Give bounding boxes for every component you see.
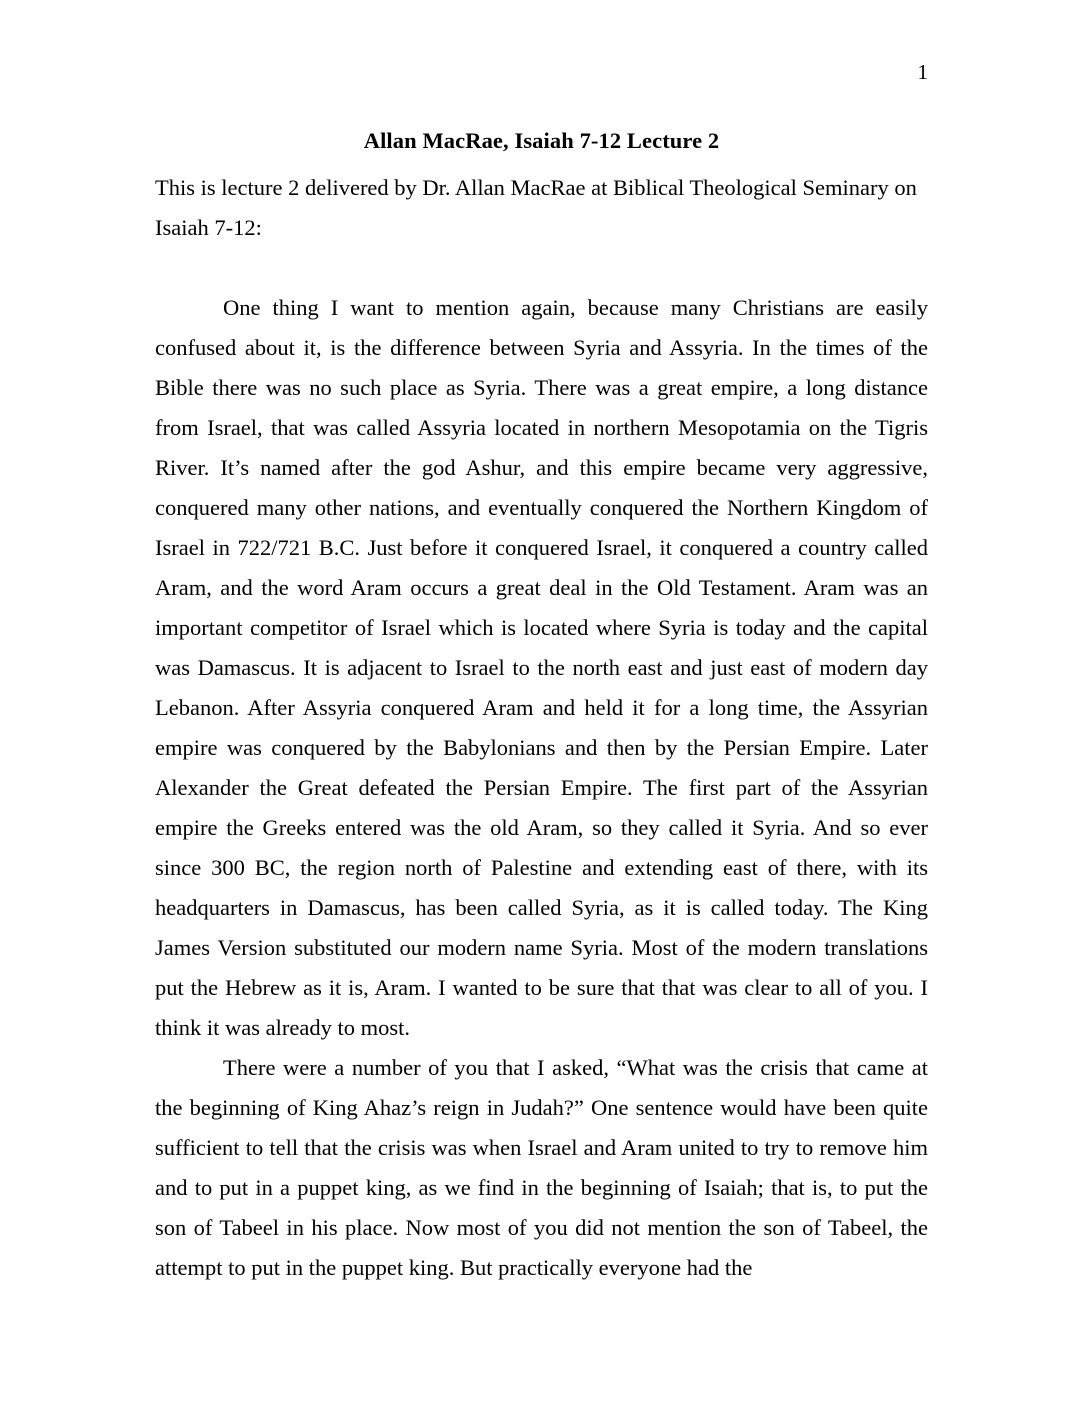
- page-title: Allan MacRae, Isaiah 7-12 Lecture 2: [363, 128, 720, 153]
- body-paragraph-1: One thing I want to mention again, because many Christians are easily confused about it, is the difference between Syria and Assyria. In the times of the Bible there was no such place as Syria. There was a great empire, a long distance from Israel, that was called Assyria located in northern Mesopotamia on the Tigris River. It’s named after the god Ashur, and this empire became very aggressive, conquered many other nations, and eventually conquered the Northern Kingdom of Israel in 722/721 B.C. Just before it conquered Israel, it conquered a country called Aram, and the word Aram occurs a great deal in the Old Testament. Aram was an important competitor of Israel which is located where Syria is today and the capital was Damascus. It is adjacent to Israel to the north east and just east of modern day Lebanon. After Assyria conquered Aram and held it for a long time, the Assyrian empire was conquered by the Babylonians and then by the Persian Empire. Later Alexander the Great defeated the Persian Empire. The first part of the Assyrian empire the Greeks entered was the old Aram, so they called it Syria. And so ever since 300 BC, the region north of Palestine and extending east of there, with its headquarters in Damascus, has been called Syria, as it is called today. The King James Version substituted our modern name Syria. Most of the modern translations put the Hebrew as it is, Aram. I wanted to be sure that that was clear to all of you. I think it was already to most.: [155, 295, 928, 1040]
- page-number: 1: [917, 60, 928, 84]
- body-paragraph-2: There were a number of you that I asked, “What was the crisis that came at the beginning of King Ahaz’s reign in Judah?” One sentence would have been quite sufficient to tell that the crisis was when Israel and Aram united to try to remove him and to put in a puppet king, as we find in the beginning of Isaiah; that is, to put the son of Tabeel in his place. Now most of you did not mention the son of Tabeel, the attempt to put in the puppet king. But practically everyone had the: [155, 1055, 928, 1280]
- lecture-intro-paragraph: This is lecture 2 delivered by Dr. Allan MacRae at Biblical Theological Seminary on Isaiah 7-12:: [155, 175, 917, 240]
- paragraph-spacer: [155, 248, 928, 288]
